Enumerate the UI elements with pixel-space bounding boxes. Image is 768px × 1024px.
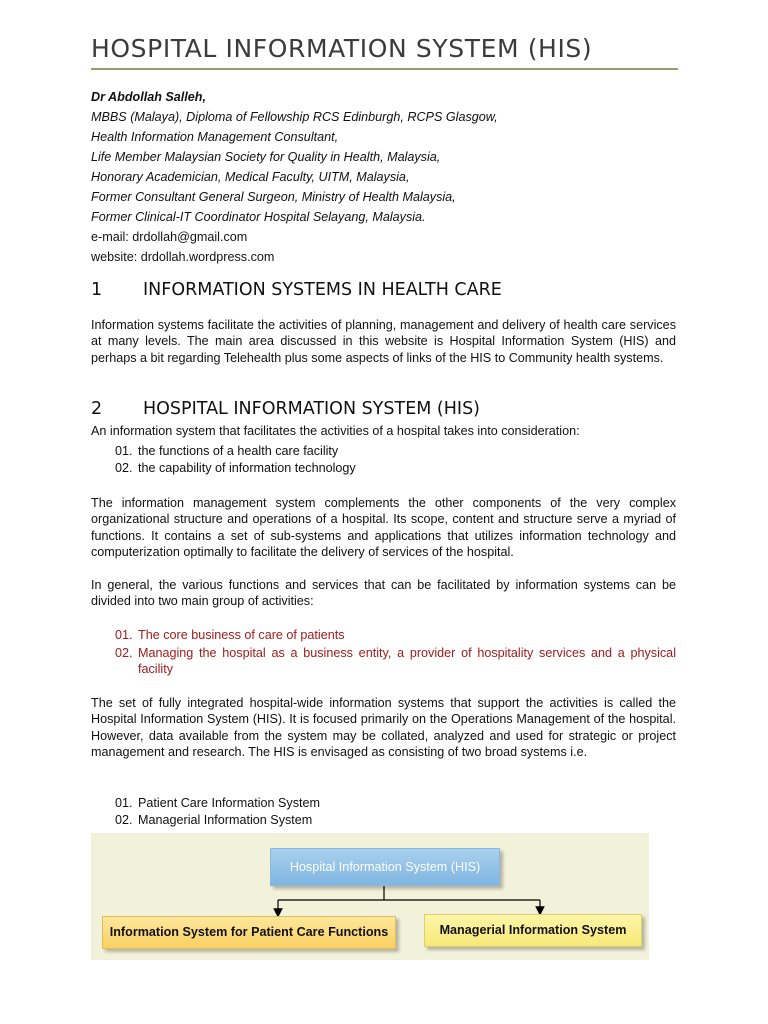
author-block bbox=[91, 87, 678, 267]
author-credential: Honorary Academician, Medical Faculty, UITM, Malaysia, bbox=[91, 170, 410, 184]
list-item bbox=[115, 645, 676, 678]
list-item bbox=[115, 812, 676, 829]
list-number: 02. bbox=[115, 645, 133, 660]
list-number: 01. bbox=[115, 444, 133, 458]
author-credential: Former Clinical-IT Coordinator Hospital Selayang, Malaysia. bbox=[91, 210, 426, 224]
section-1-paragraph: Information systems facilitate the activities of planning, management and delivery of health care services at many levels. The main area discussed in this website is Hospital Information System (HIS) and perhaps a bit regarding Telehealth plus some aspects of links of the HIS to Community health systems. bbox=[91, 318, 676, 365]
list-number: 02. bbox=[115, 813, 133, 827]
list-item bbox=[115, 443, 676, 460]
his-diagram bbox=[91, 833, 649, 960]
section-1-heading bbox=[91, 280, 502, 300]
section-2-paragraph-4: The set of fully integrated hospital-wide information systems that support the activities is called the Hospital Information System (HIS). It is focused primarily on the Operations Management of the hospital. However, data available from the system may be collated, analyzed and used for strategic or project management and research. The HIS is envisaged as consisting of two broad systems i.e. bbox=[91, 696, 676, 759]
author-name: Dr Abdollah Salleh, bbox=[91, 90, 206, 104]
activities-list bbox=[115, 627, 676, 678]
author-email[interactable]: e-mail: drdollah@gmail.com bbox=[91, 230, 248, 244]
author-website[interactable]: website: drdollah.wordpress.com bbox=[91, 250, 275, 264]
author-credential: MBBS (Malaya), Diploma of Fellowship RCS Edinburgh, RCPS Glasgow, bbox=[91, 110, 498, 124]
list-item bbox=[115, 795, 676, 812]
list-item bbox=[115, 460, 676, 477]
author-credential: Health Information Management Consultant, bbox=[91, 130, 339, 144]
section-2-paragraph-2: The information management system complements the other components of the very complex organizational structure and operations of a hospital. Its scope, content and structure serve a myriad of functions. It contains a set of sub-systems and applications that utilizes information technology and computerization optimally to facilitate the delivery of services of the hospital. bbox=[91, 496, 676, 559]
list-text: Managerial Information System bbox=[138, 813, 313, 827]
section-number: 2 bbox=[91, 399, 103, 419]
list-text: Managing the hospital as a business entity, a provider of hospitality services and a physical facility bbox=[138, 645, 676, 676]
patient-care-box: Information System for Patient Care Functions bbox=[102, 916, 396, 949]
managerial-box: Managerial Information System bbox=[424, 914, 642, 947]
list-number: 01. bbox=[115, 796, 133, 810]
section-2-heading bbox=[91, 399, 480, 419]
systems-list bbox=[115, 795, 676, 829]
section-2-paragraph-3: In general, the various functions and services that can be facilitated by information systems can be divided into two main group of activities: bbox=[91, 578, 676, 609]
list-item bbox=[115, 627, 676, 644]
list-number: 01. bbox=[115, 628, 133, 642]
list-text: The core business of care of patients bbox=[138, 628, 345, 642]
list-text: Patient Care Information System bbox=[138, 796, 320, 810]
author-credential: Life Member Malaysian Society for Quality in Health, Malaysia, bbox=[91, 150, 441, 164]
list-number: 02. bbox=[115, 461, 133, 475]
title-divider bbox=[91, 68, 678, 70]
list-text: the functions of a health care facility bbox=[138, 444, 339, 458]
section-title: HOSPITAL INFORMATION SYSTEM (HIS) bbox=[143, 399, 481, 419]
considerations-list bbox=[115, 443, 676, 477]
section-2-intro: An information system that facilitates the activities of a hospital takes into consideration: bbox=[91, 424, 580, 438]
section-number: 1 bbox=[91, 280, 103, 300]
his-root-box: Hospital Information System (HIS) bbox=[270, 848, 500, 886]
section-title: INFORMATION SYSTEMS IN HEALTH CARE bbox=[143, 280, 502, 300]
page-title: HOSPITAL INFORMATION SYSTEM (HIS) bbox=[91, 34, 593, 63]
list-text: the capability of information technology bbox=[138, 461, 356, 475]
author-credential: Former Consultant General Surgeon, Ministry of Health Malaysia, bbox=[91, 190, 456, 204]
